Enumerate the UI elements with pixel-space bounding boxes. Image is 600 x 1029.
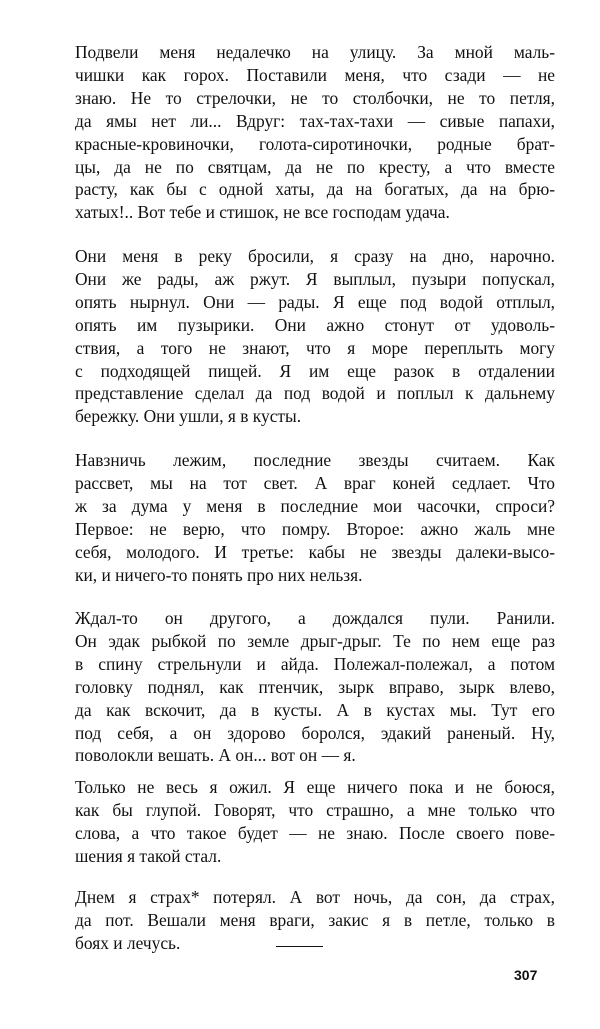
- text-line: красные-кровиночки, голота-сиротиночки, родные брат-: [75, 133, 555, 154]
- text-line: в спину стрельнули и айда. Полежал-полежал, а потом: [75, 653, 555, 674]
- text-line: Только не весь я ожил. Я еще ничего пока и не боюся,: [75, 777, 555, 797]
- text-line: да ямы нет ли... Вдруг: тах-тах-тахи — сивые папахи,: [75, 110, 555, 131]
- text-line: под себя, а он здорово боролся, эдакий раненый. Ну,: [75, 722, 555, 743]
- text-line: Он эдак рыбкой по земле дрыг-дрыг. Те по нем еще раз: [75, 630, 555, 651]
- text-line: ж за дума у меня в последние мои часочки, спроси?: [75, 495, 555, 516]
- text-line: шения я такой стал.: [75, 845, 222, 866]
- text-line: боях и лечусь.: [75, 932, 181, 953]
- text-line: расту, как бы с одной хаты, да на богатых, да на брю-: [75, 179, 555, 200]
- paragraph-4: [75, 607, 555, 767]
- text-line: поволокли вешать. А он... вот он — я.: [75, 745, 356, 766]
- text-line: да как вскочит, да в кусты. А в кустах мы. Тут его: [75, 699, 555, 720]
- text-line: знаю. Не то стрелочки, не то столбочки, не то петля,: [75, 87, 555, 108]
- section-divider: [276, 946, 323, 947]
- text-line: с подходящей пищей. Я им еще разок в отдалении: [75, 360, 555, 381]
- text-line: ствия, а того не знают, что я море переплыть могу: [75, 337, 555, 358]
- text-line: Навзничь лежим, последние звезды считаем. Как: [75, 450, 555, 470]
- text-line: опять им пузырики. Они ажно стонут от удоволь-: [75, 314, 555, 335]
- text-line: бережку. Они ушли, я в кусты.: [75, 406, 302, 427]
- text-line: хатых!.. Вот тебе и стишок, не все господам удача.: [75, 202, 450, 223]
- paragraph-3: [75, 449, 555, 586]
- text-line: Ждал-то он другого, а дождался пули. Ранили.: [75, 608, 555, 628]
- text-line: Они меня в реку бросили, я сразу на дно, нарочно.: [75, 246, 555, 266]
- text-line: да пот. Вешали меня враги, закис я в петле, только в: [75, 909, 555, 930]
- text-line: ки, и ничего-то понять про них нельзя.: [75, 564, 363, 585]
- paragraph-5: [75, 776, 555, 868]
- text-line: как бы глупой. Говорят, что страшно, а мне только что: [75, 799, 555, 820]
- text-line: рассвет, мы на тот свет. А враг коней седлает. Что: [75, 472, 555, 493]
- text-line: цы, да не по святцам, да не по кресту, а что вместе: [75, 156, 555, 177]
- paragraph-2: [75, 245, 555, 428]
- text-line: слова, а что такое будет — не знаю. После своего пове-: [75, 822, 555, 843]
- text-line: себя, молодого. И третье: кабы не звезды далеки-высо-: [75, 541, 555, 562]
- page-number: 307: [514, 967, 538, 983]
- text-line: опять нырнул. Они — рады. Я еще под водой отплыл,: [75, 291, 555, 312]
- text-line: представление сделал да под водой и поплыл к дальнему: [75, 383, 555, 404]
- text-line: Днем я страх* потерял. А вот ночь, да сон, да страх,: [75, 887, 555, 907]
- text-line: Первое: не верю, что помру. Второе: ажно жаль мне: [75, 518, 555, 539]
- paragraph-1: [75, 41, 555, 224]
- text-line: Подвели меня недалечко на улицу. За мной маль-: [75, 42, 555, 62]
- text-line: головку поднял, как птенчик, зырк вправо, зырк влево,: [75, 676, 555, 697]
- text-line: чишки как горох. Поставили меня, что сзади — не: [75, 64, 555, 85]
- paragraph-6: [75, 886, 555, 955]
- text-line: Они же рады, аж ржут. Я выплыл, пузыри попускал,: [75, 268, 555, 289]
